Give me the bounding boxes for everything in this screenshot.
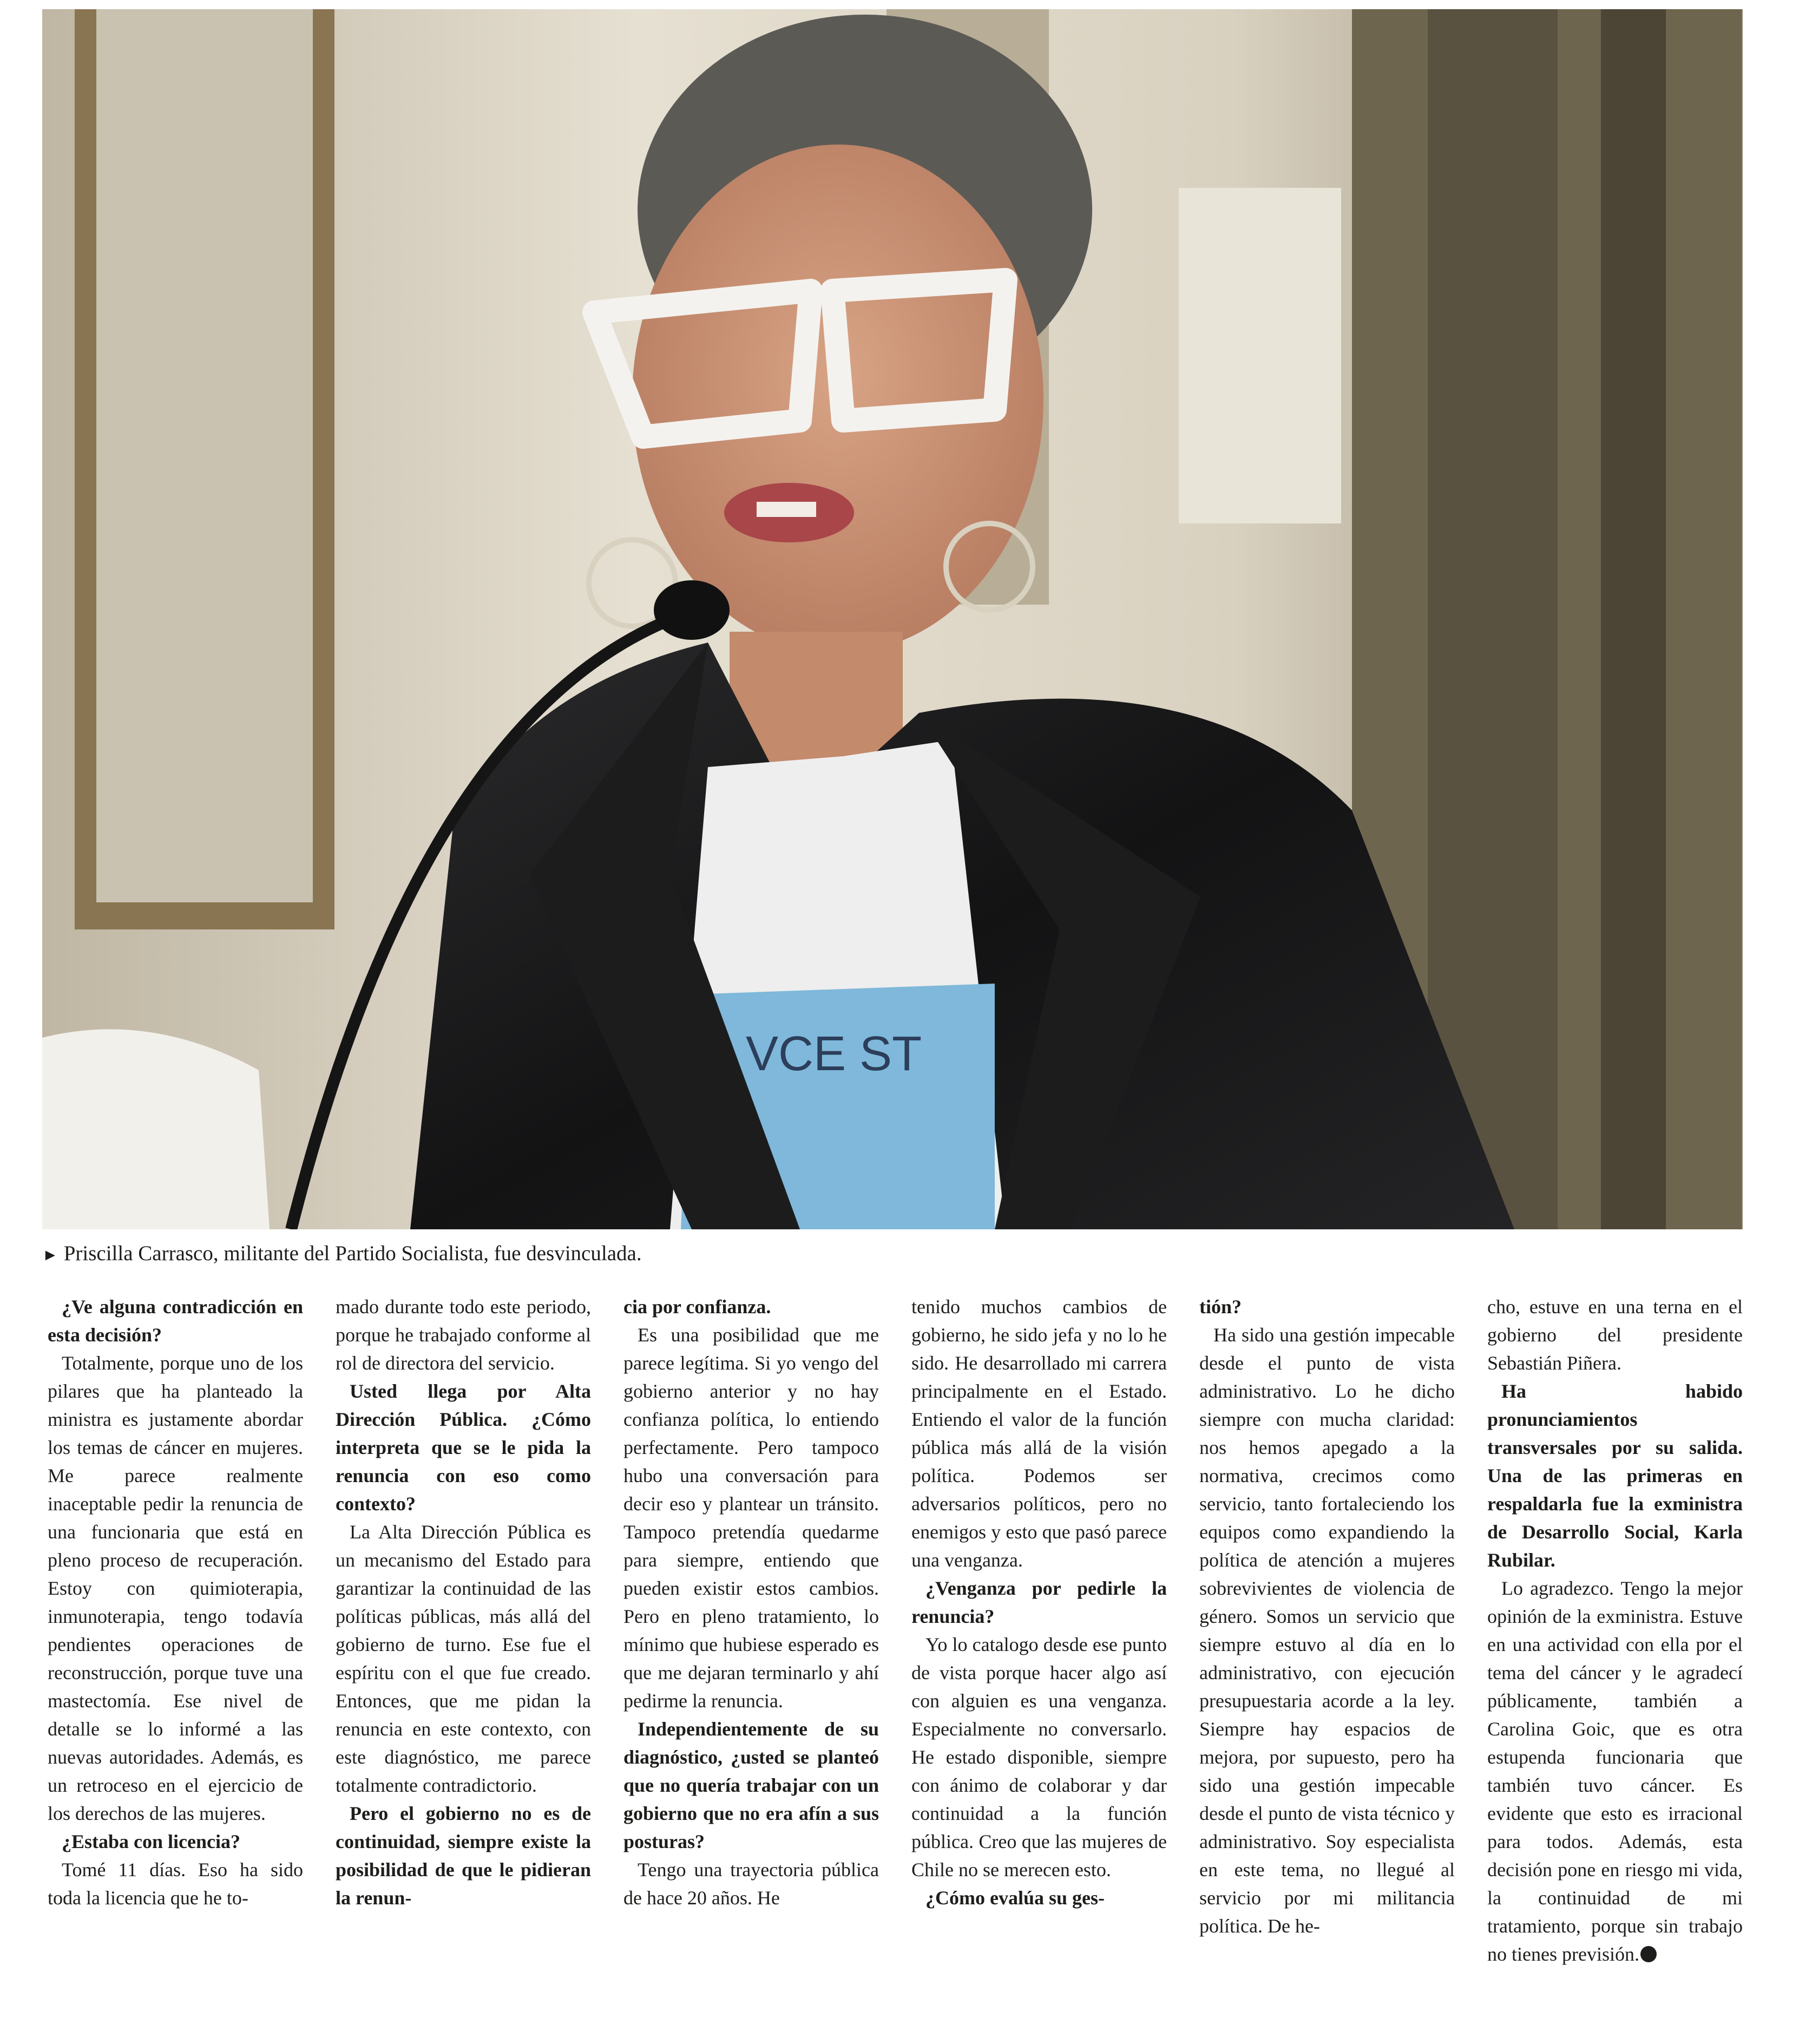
answer-paragraph-final: [1487, 1574, 1743, 1968]
answer-continuation: cho, estuve en una terna en el gobierno del presidente Sebastián Piñera.: [1487, 1296, 1743, 1374]
question-paragraph: ¿Ve alguna contradicción en esta decisión?: [48, 1296, 303, 1346]
final-answer-text: Lo agradezco. Tengo la mejor opinión de la exministra. Estuve en una actividad con ella por el tema del cáncer y le agradecí públicamente, también a Carolina Goic, que es otra estupenda funcionaria que también tuvo cáncer. Es evidente que esto es irracional para todos. Además, esta decisión pone en riesgo mi vida, la continuidad de mi tratamiento, porque sin trabajo no tienes previsión.: [1487, 1577, 1743, 1965]
photo-caption: [42, 1237, 1743, 1270]
article-photo: [42, 9, 1743, 1229]
text-column-2: [336, 1293, 591, 2018]
caption-text: Priscilla Carrasco, militante del Partido Socialista, fue desvinculada.: [63, 1242, 642, 1265]
text-column-1: [48, 1293, 303, 2018]
question-continuation: tión?: [1199, 1296, 1242, 1318]
question-paragraph: ¿Estaba con licencia?: [62, 1831, 240, 1852]
answer-paragraph: Tomé 11 días. Eso ha sido toda la licencia que he to-: [48, 1859, 303, 1909]
text-column-6: [1487, 1293, 1743, 2018]
shirt-print-text: VCE ST: [746, 1027, 922, 1081]
caption-marker-icon: ►: [42, 1246, 58, 1264]
question-paragraph: Pero el gobierno no es de continuidad, siempre existe la posibilidad de que le pidieran la renun-: [336, 1803, 591, 1909]
question-paragraph: Usted llega por Alta Dirección Pública. ¿Cómo interpreta que se le pida la renuncia con eso como contexto?: [336, 1380, 591, 1515]
end-of-article-icon: [1640, 1946, 1657, 1962]
text-column-3: [623, 1293, 879, 2018]
article-body: [48, 1293, 1743, 2018]
answer-continuation: tenido muchos cambios de gobierno, he sido jefa y no lo he sido. He desarrollado mi carrera principalmente en el Estado. Entiendo el valor de la función pública más allá de la visión política. Podemos ser adversarios políticos, pero no enemigos y esto que pasó parece una venganza.: [911, 1296, 1167, 1571]
question-paragraph: ¿Cómo evalúa su ges-: [925, 1887, 1105, 1909]
photo-illustration: [42, 9, 1743, 1229]
answer-paragraph: La Alta Dirección Pública es un mecanismo del Estado para garantizar la continuidad de las políticas públicas, más allá del gobierno de turno. Ese fue el espíritu con el que fue creado. Entonces, que me pidan la renuncia en este contexto, con este diagnóstico, me parece totalmente contradictorio.: [336, 1521, 591, 1796]
question-paragraph: Ha habido pronunciamientos transversales por su salida. Una de las primeras en respaldarla fue la exministra de Desarrollo Social, Karla Rubilar.: [1487, 1380, 1743, 1571]
answer-paragraph: Totalmente, porque uno de los pilares que ha planteado la ministra es justamente abordar los temas de cáncer en mujeres. Me parece realmente inaceptable pedir la renuncia de una funcionaria que está en pleno proceso de recuperación. Estoy con quimioterapia, inmunoterapia, tengo todavía pendientes operaciones de reconstrucción, porque tuve una mastectomía. Ese nivel de detalle se lo informé a las nuevas autoridades. Además, es un retroceso en el ejercicio de los derechos de las mujeres.: [48, 1352, 303, 1824]
answer-paragraph: Tengo una trayectoria pública de hace 20 años. He: [623, 1859, 879, 1909]
answer-paragraph: Es una posibilidad que me parece legítima. Si yo vengo del gobierno anterior y no hay confianza política, lo entiendo perfectamente. Pero tampoco hubo una conversación para decir eso y plantear un tránsito. Tampoco pretendía quedarme para siempre, entiendo que pueden existir estos cambios. Pero en pleno tratamiento, lo mínimo que hubiese esperado es que me dejaran terminarlo y ahí pedirme la renuncia.: [623, 1324, 879, 1712]
text-column-4: [911, 1293, 1167, 2018]
question-paragraph: ¿Venganza por pedirle la renuncia?: [911, 1577, 1167, 1627]
text-column-5: [1199, 1293, 1455, 2018]
question-continuation: cia por confianza.: [623, 1296, 771, 1318]
question-paragraph: Independientemente de su diagnóstico, ¿usted se planteó que no quería trabajar con un gobierno que no era afín a sus posturas?: [623, 1718, 879, 1852]
answer-paragraph: Yo lo catalogo desde ese punto de vista porque hacer algo así con alguien es una venganza. Especialmente no conversarlo. He estado disponible, siempre con ánimo de colaborar y dar continuidad a la función pública. Creo que las mujeres de Chile no se merecen esto.: [911, 1634, 1167, 1881]
answer-continuation: mado durante todo este periodo, porque he trabajado conforme al rol de directora del servicio.: [336, 1296, 591, 1374]
answer-paragraph: Ha sido una gestión impecable desde el punto de vista administrativo. Lo he dicho siempre con mucha claridad: nos hemos apegado a la normativa, crecimos como servicio, tanto fortaleciendo los equipos como expandiendo la política de atención a mujeres sobrevivientes de violencia de género. Somos un servicio que siempre estuvo al día en lo administrativo, con ejecución presupuestaria acorde a la ley. Siempre hay espacios de mejora, por supuesto, pero ha sido una gestión impecable desde el punto de vista técnico y administrativo. Soy especialista en este tema, no llegué al servicio por mi militancia política. De he-: [1199, 1324, 1455, 1937]
